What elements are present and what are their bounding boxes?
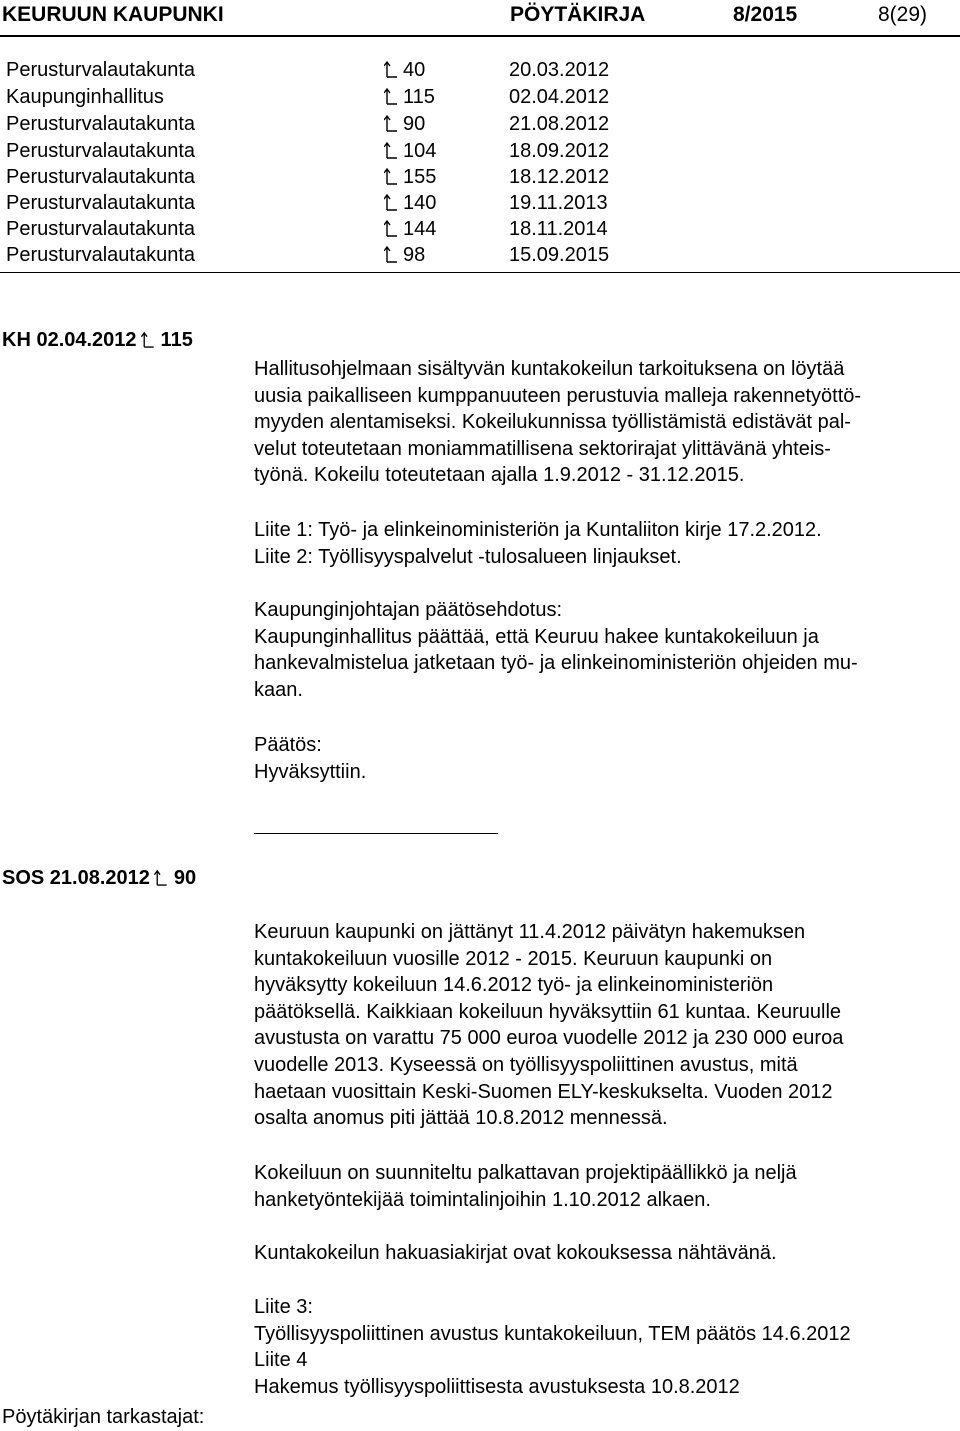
text-line: työnä. Kokeilu toteutetaan ajalla 1.9.2012 - 31.12.2015. <box>254 464 745 487</box>
text-line: vuodelle 2013. Kyseessä on työllisyyspoliittinen avustus, mitä <box>254 1053 798 1076</box>
history-divider <box>0 272 960 273</box>
text-line: Kuntakokeilun hakuasiakirjat ovat kokouksessa nähtävänä. <box>254 1242 777 1264</box>
history-body: Perusturvalautakunta <box>6 140 196 162</box>
text-line: uusia paikalliseen kumppanuuteen perustuvia malleja rakennetyöttö- <box>254 384 862 407</box>
text-line: Keuruun kaupunki on jättänyt 11.4.2012 päivätyn hakemuksen <box>254 921 806 943</box>
history-date: 20.03.2012 <box>509 59 610 81</box>
history-section: 115 <box>403 86 435 108</box>
history-date: 15.09.2015 <box>509 244 610 266</box>
text-line: Kokeiluun on suunniteltu palkattavan projektipäällikkö ja neljä <box>254 1162 797 1184</box>
text-line: Liite 4 <box>254 1349 308 1372</box>
history-section: 98 <box>403 244 426 266</box>
text-line: Päätös: <box>254 734 322 756</box>
text-line: avustusta on varattu 75 000 euroa vuodelle 2012 ja 230 000 euroa <box>254 1027 844 1050</box>
kh-decision <box>254 732 948 785</box>
section-mark-icon <box>384 245 398 263</box>
history-date: 18.12.2012 <box>509 166 610 188</box>
section-mark-icon <box>384 60 398 78</box>
separator-line <box>254 833 498 834</box>
reviewers-label: Pöytäkirjan tarkastajat: <box>2 1406 205 1428</box>
text-line: kaan. <box>254 678 303 701</box>
kh-section-label <box>2 329 193 352</box>
kh-proposal <box>254 597 948 703</box>
page-number: 8(29) <box>878 3 928 26</box>
text-line: myyden alentamiseksi. Kokeilukunnissa työllistämistä edistävät pal- <box>254 411 851 434</box>
history-section: 144 <box>403 218 437 240</box>
section-mark-icon <box>384 114 398 132</box>
text-line: Hyväksyttiin. <box>254 760 367 783</box>
sos-meeting-date: SOS 21.08.2012 <box>2 867 150 889</box>
text-line: Kaupunginjohtajan päätösehdotus: <box>254 599 563 621</box>
section-mark-icon <box>141 331 155 348</box>
section-mark-icon <box>384 219 398 237</box>
history-date: 18.11.2014 <box>509 218 608 240</box>
history-section: 90 <box>403 113 426 135</box>
doc-type: PÖYTÄKIRJA <box>510 3 646 26</box>
doc-number: 8/2015 <box>733 3 798 26</box>
text-line: hyväksytty kokeiluun 14.6.2012 työ- ja elinkeinoministeriön <box>254 974 774 997</box>
text-line: hanketyöntekijää toimintalinjoihin 1.10.2012 alkaen. <box>254 1188 711 1211</box>
text-line: päätöksellä. Kaikkiaan kokeiluun hyväksyttiin 61 kuntaa. Keuruulle <box>254 1000 842 1023</box>
text-line: velut toteutetaan moniammatillisena sektorirajat ylittävänä yhteis- <box>254 437 831 460</box>
kh-meeting-date: KH 02.04.2012 <box>2 329 137 351</box>
section-mark-icon <box>384 193 398 211</box>
history-section: 155 <box>403 166 437 188</box>
text-line: Kaupunginhallitus päättää, että Keuruu hakee kuntakokeiluun ja <box>254 625 819 648</box>
history-body: Perusturvalautakunta <box>6 218 196 240</box>
section-mark-icon <box>384 167 398 185</box>
sos-paragraph-2 <box>254 1160 948 1213</box>
history-body: Perusturvalautakunta <box>6 166 196 188</box>
text-line: Liite 1: Työ- ja elinkeinoministeriön ja Kuntaliiton kirje 17.2.2012. <box>254 519 822 541</box>
history-date: 21.08.2012 <box>509 113 610 135</box>
history-date: 02.04.2012 <box>509 86 610 108</box>
kh-paragraph-1 <box>254 356 948 489</box>
kh-section-number: 115 <box>160 329 193 351</box>
org-name: KEURUUN KAUPUNKI <box>2 3 224 26</box>
history-body: Perusturvalautakunta <box>6 113 196 135</box>
sos-attachments <box>254 1294 948 1400</box>
history-section: 104 <box>403 140 437 162</box>
section-mark-icon <box>384 87 398 105</box>
text-line: Liite 2: Työllisyyspalvelut -tulosalueen linjaukset. <box>254 545 682 568</box>
history-section: 40 <box>403 59 426 81</box>
header-divider <box>0 35 960 37</box>
sos-paragraph-3 <box>254 1240 948 1267</box>
sos-section-number: 90 <box>173 867 197 889</box>
sos-section-label <box>2 867 196 890</box>
text-line: hankevalmistelua jatketaan työ- ja elinkeinoministeriön ohjeiden mu- <box>254 652 858 675</box>
history-date: 18.09.2012 <box>509 140 610 162</box>
text-line: Hallitusohjelmaan sisältyvän kuntakokeilun tarkoituksena on löytää <box>254 358 845 380</box>
kh-attachments <box>254 517 948 570</box>
text-line: haetaan vuosittain Keski-Suomen ELY-keskukselta. Vuoden 2012 <box>254 1080 833 1103</box>
section-mark-icon <box>154 869 168 886</box>
sos-paragraph-1 <box>254 919 948 1132</box>
text-line: kuntakokeiluun vuosille 2012 - 2015. Keuruun kaupunki on <box>254 947 773 970</box>
history-date: 19.11.2013 <box>509 192 608 214</box>
section-mark-icon <box>384 141 398 159</box>
text-line: osalta anomus piti jättää 10.8.2012 mennessä. <box>254 1107 668 1130</box>
history-body: Perusturvalautakunta <box>6 192 196 214</box>
text-line: Liite 3: <box>254 1296 313 1318</box>
text-line: Työllisyyspoliittinen avustus kuntakokeiluun, TEM päätös 14.6.2012 <box>254 1322 851 1345</box>
text-line: Hakemus työllisyyspoliittisesta avustuksesta 10.8.2012 <box>254 1375 740 1398</box>
history-body: Kaupunginhallitus <box>6 86 164 108</box>
history-section: 140 <box>403 192 437 214</box>
history-body: Perusturvalautakunta <box>6 59 196 81</box>
history-body: Perusturvalautakunta <box>6 244 196 266</box>
